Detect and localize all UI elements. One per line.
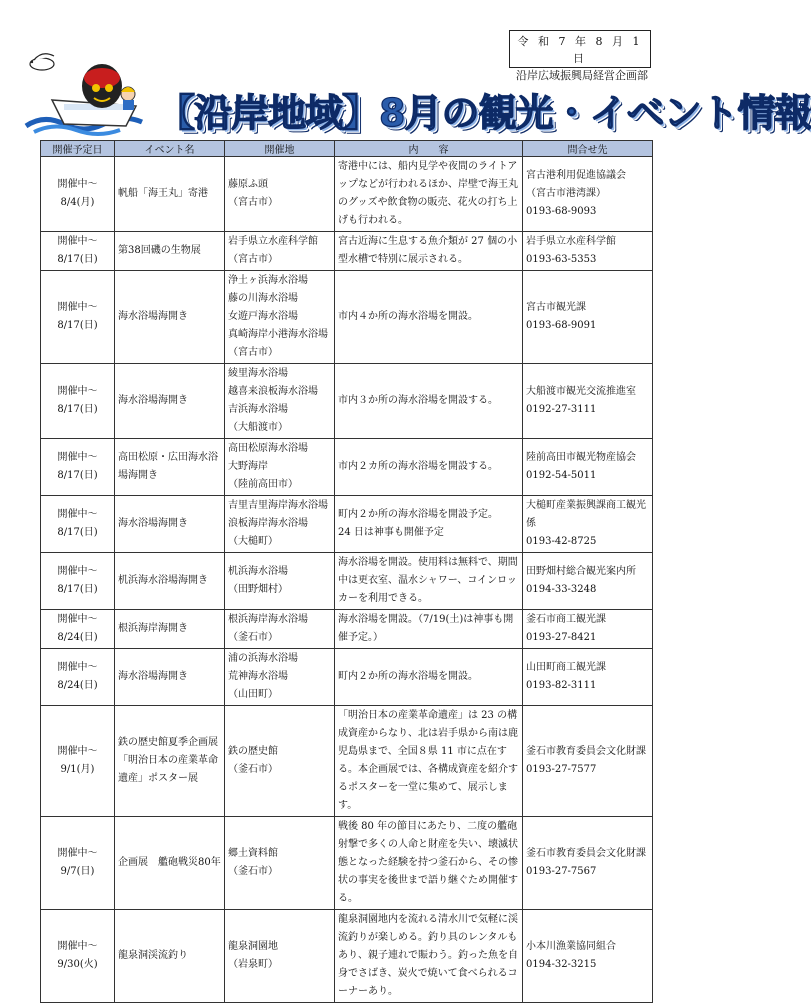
seagull-icon <box>30 54 54 70</box>
event-date: 開催中～ 8/24(日) <box>41 649 115 706</box>
event-name: 海水浴場海開き <box>115 649 225 706</box>
column-header-contact: 問合せ先 <box>523 141 653 157</box>
event-name: 机浜海水浴場海開き <box>115 553 225 610</box>
event-content: 町内２か所の海水浴場を開設予定。 24 日は神事も開催予定 <box>335 496 523 553</box>
department-name: 沿岸広域振興局経営企画部 <box>516 69 648 82</box>
event-name: 高田松原・広田海水浴場海開き <box>115 439 225 496</box>
table-row <box>41 439 653 496</box>
event-contact: 小本川漁業協同組合 0194-32-3215 <box>523 910 653 1003</box>
event-date: 開催中～ 9/30(火) <box>41 910 115 1003</box>
event-content: 市内２カ所の海水浴場を開設する。 <box>335 439 523 496</box>
event-contact: 陸前高田市観光物産協会 0192-54-5011 <box>523 439 653 496</box>
event-name: 第38回磯の生物展 <box>115 232 225 271</box>
table-row <box>41 649 653 706</box>
event-venue: 藤原ふ頭 （宮古市） <box>225 157 335 232</box>
event-date: 開催中～ 9/1(月) <box>41 706 115 817</box>
event-name: 海水浴場海開き <box>115 271 225 364</box>
date-department-box <box>509 30 651 82</box>
event-name: 海水浴場海開き <box>115 496 225 553</box>
event-contact: 大槌町産業振興課商工観光係 0193-42-8725 <box>523 496 653 553</box>
event-content: 海水浴場を開設。（7/19(土)は神事も開催予定。） <box>335 610 523 649</box>
event-venue: 鉄の歴史館 （釜石市） <box>225 706 335 817</box>
event-name: 帆船「海王丸」寄港 <box>115 157 225 232</box>
event-date: 開催中～ 8/17(日) <box>41 439 115 496</box>
event-venue: 机浜海水浴場 （田野畑村） <box>225 553 335 610</box>
table-row <box>41 232 653 271</box>
column-header-venue: 開催地 <box>225 141 335 157</box>
event-venue: 岩手県立水産科学館 （宮古市） <box>225 232 335 271</box>
column-header-content: 内 容 <box>335 141 523 157</box>
event-name: 海水浴場海開き <box>115 364 225 439</box>
event-content: 「明治日本の産業革命遺産」は 23 の構成資産からなり、北は岩手県から南は鹿児島県まで、全国８県 11 市に点在する。本企画展では、各構成資産を紹介するポスターを一堂に集めて、展示します。 <box>335 706 523 817</box>
event-venue: 郷土資料館 （釜石市） <box>225 817 335 910</box>
table-row <box>41 553 653 610</box>
table-row <box>41 706 653 817</box>
event-date: 開催中～ 8/4(月) <box>41 157 115 232</box>
table-row <box>41 910 653 1003</box>
table-row <box>41 271 653 364</box>
column-header-date: 開催予定日 <box>41 141 115 157</box>
table-row <box>41 157 653 232</box>
event-contact: 釜石市教育委員会文化財課 0193-27-7577 <box>523 706 653 817</box>
event-venue: 龍泉洞園地 （岩泉町） <box>225 910 335 1003</box>
event-contact: 田野畑村総合観光案内所 0194-33-3248 <box>523 553 653 610</box>
event-date: 開催中～ 8/17(日) <box>41 553 115 610</box>
event-name: 企画展 艦砲戦災80年 <box>115 817 225 910</box>
event-content: 寄港中には、船内見学や夜間のライトアップなどが行われるほか、岸壁で海王丸のグッズや飲食物の販売、花火の打ち上げも行われる。 <box>335 157 523 232</box>
event-contact: 宮古市観光課 0193-68-9091 <box>523 271 653 364</box>
event-contact: 釜石市教育委員会文化財課 0193-27-7567 <box>523 817 653 910</box>
event-venue: 浦の浜海水浴場 荒神海水浴場 （山田町） <box>225 649 335 706</box>
event-name: 根浜海岸海開き <box>115 610 225 649</box>
table-header-row <box>41 141 653 157</box>
table-row <box>41 496 653 553</box>
event-content: 宮古近海に生息する魚介類が 27 個の小型水槽で特別に展示される。 <box>335 232 523 271</box>
table-row <box>41 817 653 910</box>
issue-date: 令 和 7 年 8 月 1 日 <box>517 35 643 65</box>
event-contact: 大船渡市観光交流推進室 0192-27-3111 <box>523 364 653 439</box>
event-venue: 吉里吉里海岸海水浴場 浪板海岸海水浴場 （大槌町） <box>225 496 335 553</box>
event-content: 町内２か所の海水浴場を開設。 <box>335 649 523 706</box>
event-venue: 浄土ヶ浜海水浴場 藤の川海水浴場 女遊戸海水浴場 真崎海岸小港海水浴場 （宮古市） <box>225 271 335 364</box>
event-date: 開催中～ 8/17(日) <box>41 364 115 439</box>
event-contact: 宮古港利用促進協議会 （宮古市港湾課） 0193-68-9093 <box>523 157 653 232</box>
table-row <box>41 610 653 649</box>
event-contact: 釜石市商工観光課 0193-27-8421 <box>523 610 653 649</box>
event-content: 戦後 80 年の節目にあたり、二度の艦砲射撃で多くの人命と財産を失い、壊滅状態となった経験を持つ釜石から、その惨状の事実を後世まで語り継ぐため開催する。 <box>335 817 523 910</box>
column-header-event: イベント名 <box>115 141 225 157</box>
event-content: 市内３か所の海水浴場を開設する。 <box>335 364 523 439</box>
event-name: 鉄の歴史館夏季企画展「明治日本の産業革命遺産」ポスター展 <box>115 706 225 817</box>
event-content: 海水浴場を開設。使用料は無料で、期間中は更衣室、温水シャワー、コインロッカーを利用できる。 <box>335 553 523 610</box>
event-venue: 綾里海水浴場 越喜来浪板海水浴場 吉浜海水浴場 （大船渡市） <box>225 364 335 439</box>
mascot-illustration <box>24 48 174 136</box>
event-date: 開催中～ 8/24(日) <box>41 610 115 649</box>
event-date: 開催中～ 8/17(日) <box>41 496 115 553</box>
event-venue: 高田松原海水浴場 大野海岸 （陸前高田市） <box>225 439 335 496</box>
event-name: 龍泉洞渓流釣り <box>115 910 225 1003</box>
page-title: 【沿岸地域】8月の観光・イベント情報 <box>157 91 811 135</box>
table-row <box>41 364 653 439</box>
event-venue: 根浜海岸海水浴場 （釜石市） <box>225 610 335 649</box>
event-contact: 岩手県立水産科学館 0193-63-5353 <box>523 232 653 271</box>
event-content: 市内４か所の海水浴場を開設。 <box>335 271 523 364</box>
event-date: 開催中～ 8/17(日) <box>41 232 115 271</box>
event-content: 龍泉洞園地内を流れる清水川で気軽に渓流釣りが楽しめる。釣り具のレンタルもあり、親子連れで賑わう。釣った魚を自身でさばき、炭火で焼いて食べられるコーナーあり。 <box>335 910 523 1003</box>
event-date: 開催中～ 9/7(日) <box>41 817 115 910</box>
event-contact: 山田町商工観光課 0193-82-3111 <box>523 649 653 706</box>
events-table <box>40 140 653 1003</box>
event-date: 開催中～ 8/17(日) <box>41 271 115 364</box>
